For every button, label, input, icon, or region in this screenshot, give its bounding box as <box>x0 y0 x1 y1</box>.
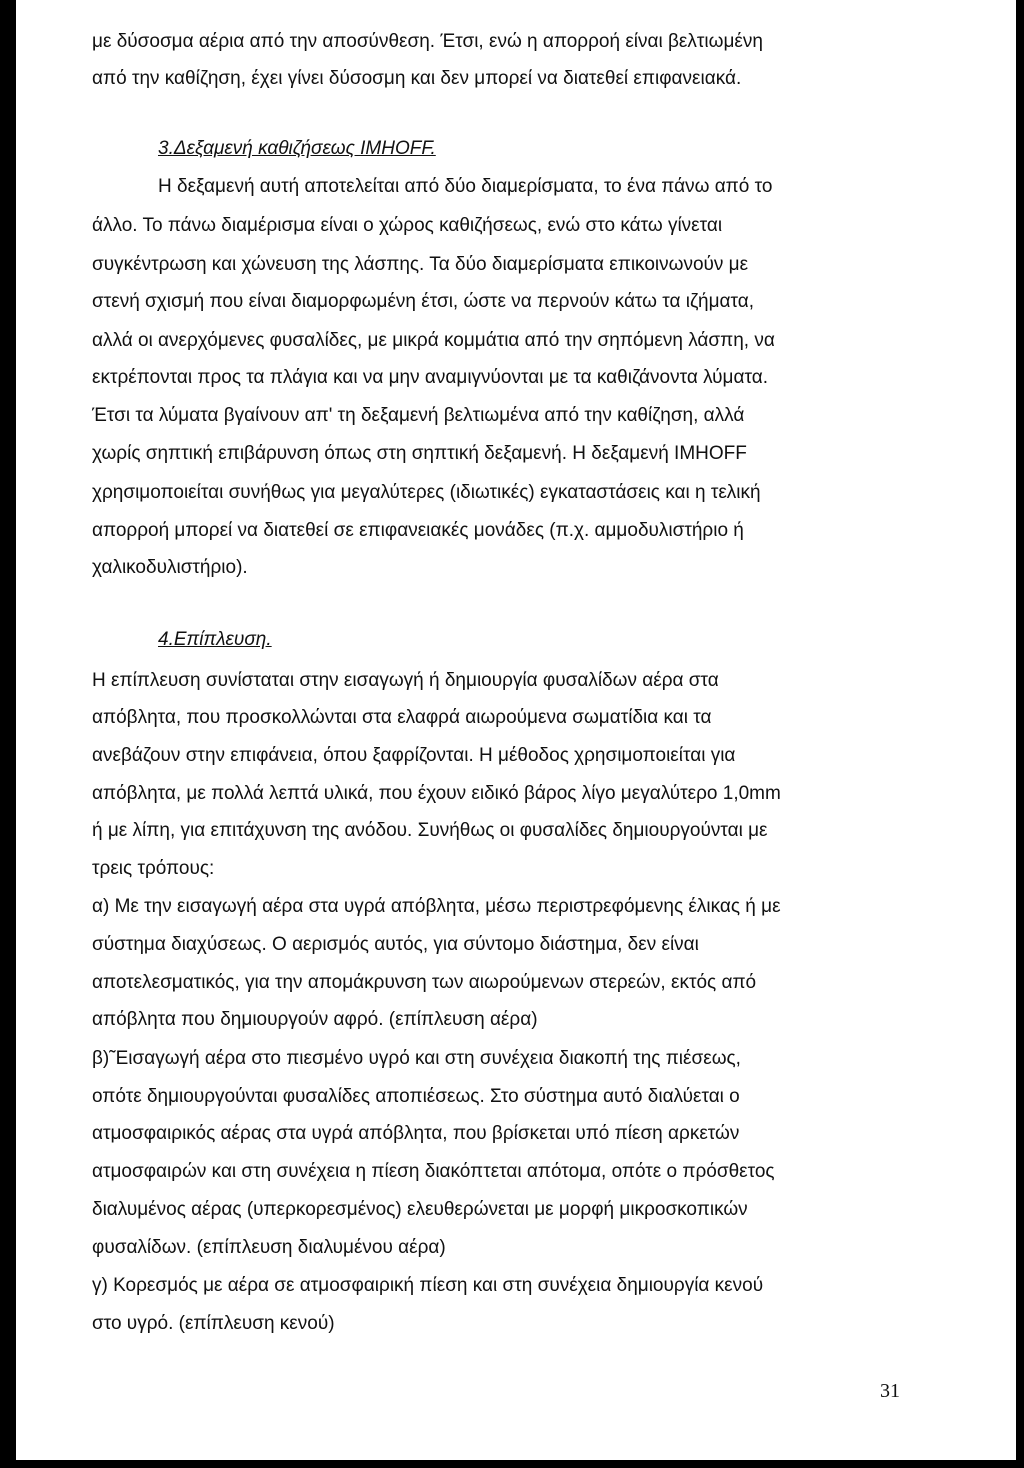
list-item-c: γ) Κορεσμός με αέρα σε ατμοσφαιρική πίεση και στη συνέχεια δημιουργία κενού <box>92 1275 764 1296</box>
text-line: αλλά οι ανερχόμενες φυσαλίδες, με μικρά κομμάτια από την σηπόμενη λάσπη, να <box>92 330 775 351</box>
text-line: Έτσι τα λύματα βγαίνουν απ' τη δεξαμενή βελτιωμένα από την καθίζηση, αλλά <box>92 405 745 426</box>
document-page <box>16 0 1016 1460</box>
text-line: άλλο. Το πάνω διαμέρισμα είναι ο χώρος καθιζήσεως, ενώ στο κάτω γίνεται <box>92 215 723 236</box>
text-line: ατμοσφαιρικός αέρας στα υγρά απόβλητα, που βρίσκεται υπό πίεση αρκετών <box>92 1123 740 1144</box>
text-line: ανεβάζουν στην επιφάνεια, όπου ξαφρίζονται. Η μέθοδος χρησιμοποιείται για <box>92 745 736 766</box>
text-line: με δύσοσμα αέρια από την αποσύνθεση. Έτσι, ενώ η απορροή είναι βελτιωμένη <box>92 31 763 52</box>
text-line: απόβλητα, που προσκολλώνται στα ελαφρά αιωρούμενα σωματίδια και τα <box>92 707 712 728</box>
text-line: στο υγρό. (επίπλευση κενού) <box>92 1313 335 1334</box>
text-line: ή με λίπη, για επιτάχυνση της ανόδου. Συνήθως οι φυσαλίδες δημιουργούνται με <box>92 820 768 841</box>
text-line: Η επίπλευση συνίσταται στην εισαγωγή ή δημιουργία φυσαλίδων αέρα στα <box>92 670 719 691</box>
text-line: συγκέντρωση και χώνευση της λάσπης. Τα δύο διαμερίσματα επικοινωνούν με <box>92 254 749 275</box>
section-heading: 3.Δεξαμενή καθιζήσεως IMHOFF. <box>158 138 436 159</box>
text-line: απόβλητα που δημιουργούν αφρό. (επίπλευση αέρα) <box>92 1009 538 1030</box>
text-line: φυσαλίδων. (επίπλευση διαλυμένου αέρα) <box>92 1237 446 1258</box>
text-line: διαλυμένος αέρας (υπερκορεσμένος) ελευθερώνεται με μορφή μικροσκοπικών <box>92 1199 748 1220</box>
text-line: οπότε δημιουργούνται φυσαλίδες αποπιέσεως. Στο σύστημα αυτό διαλύεται ο <box>92 1086 740 1107</box>
text-line: χρησιμοποιείται συνήθως για μεγαλύτερες (ιδιωτικές) εγκαταστάσεις και η τελική <box>92 482 761 503</box>
text-line: αποτελεσματικός, για την απομάκρυνση των αιωρούμενων στερεών, εκτός από <box>92 972 757 993</box>
text-line: ατμοσφαιρών και στη συνέχεια η πίεση διακόπτεται απότομα, οπότε ο πρόσθετος <box>92 1161 775 1182</box>
text-line: απόβλητα, με πολλά λεπτά υλικά, που έχουν ειδικό βάρος λίγο μεγαλύτερο 1,0mm <box>92 783 781 804</box>
text-line: απορροή μπορεί να διατεθεί σε επιφανειακές μονάδες (π.χ. αμμοδυλιστήριο ή <box>92 520 744 541</box>
page-number: 31 <box>880 1380 900 1402</box>
text-line: χαλικοδυλιστήριο). <box>92 557 248 578</box>
text-line: τρεις τρόπους: <box>92 858 215 879</box>
text-line: χωρίς σηπτική επιβάρυνση όπως στη σηπτική δεξαμενή. Η δεξαμενή IMHOFF <box>92 443 747 464</box>
list-item-a: α) Με την εισαγωγή αέρα στα υγρά απόβλητα, μέσω περιστρεφόμενης έλικας ή με <box>92 896 781 917</box>
text-line: Η δεξαμενή αυτή αποτελείται από δύο διαμερίσματα, το ένα πάνω από το <box>158 176 773 197</box>
text-line: σύστημα διαχύσεως. Ο αερισμός αυτός, για σύντομο διάστημα, δεν είναι <box>92 934 699 955</box>
text-line: από την καθίζηση, έχει γίνει δύσοσμη και δεν μπορεί να διατεθεί επιφανειακά. <box>92 68 742 89</box>
list-item-b: β)˜Εισαγωγή αέρα στο πιεσμένο υγρό και στη συνέχεια διακοπή της πιέσεως, <box>92 1048 741 1069</box>
section-heading: 4.Επίπλευση. <box>158 629 272 650</box>
text-line: στενή σχισμή που είναι διαμορφωμένη έτσι, ώστε να περνούν κάτω τα ιζήματα, <box>92 291 755 312</box>
text-line: εκτρέπονται προς τα πλάγια και να μην αναμιγνύονται με τα καθιζάνοντα λύματα. <box>92 367 768 388</box>
